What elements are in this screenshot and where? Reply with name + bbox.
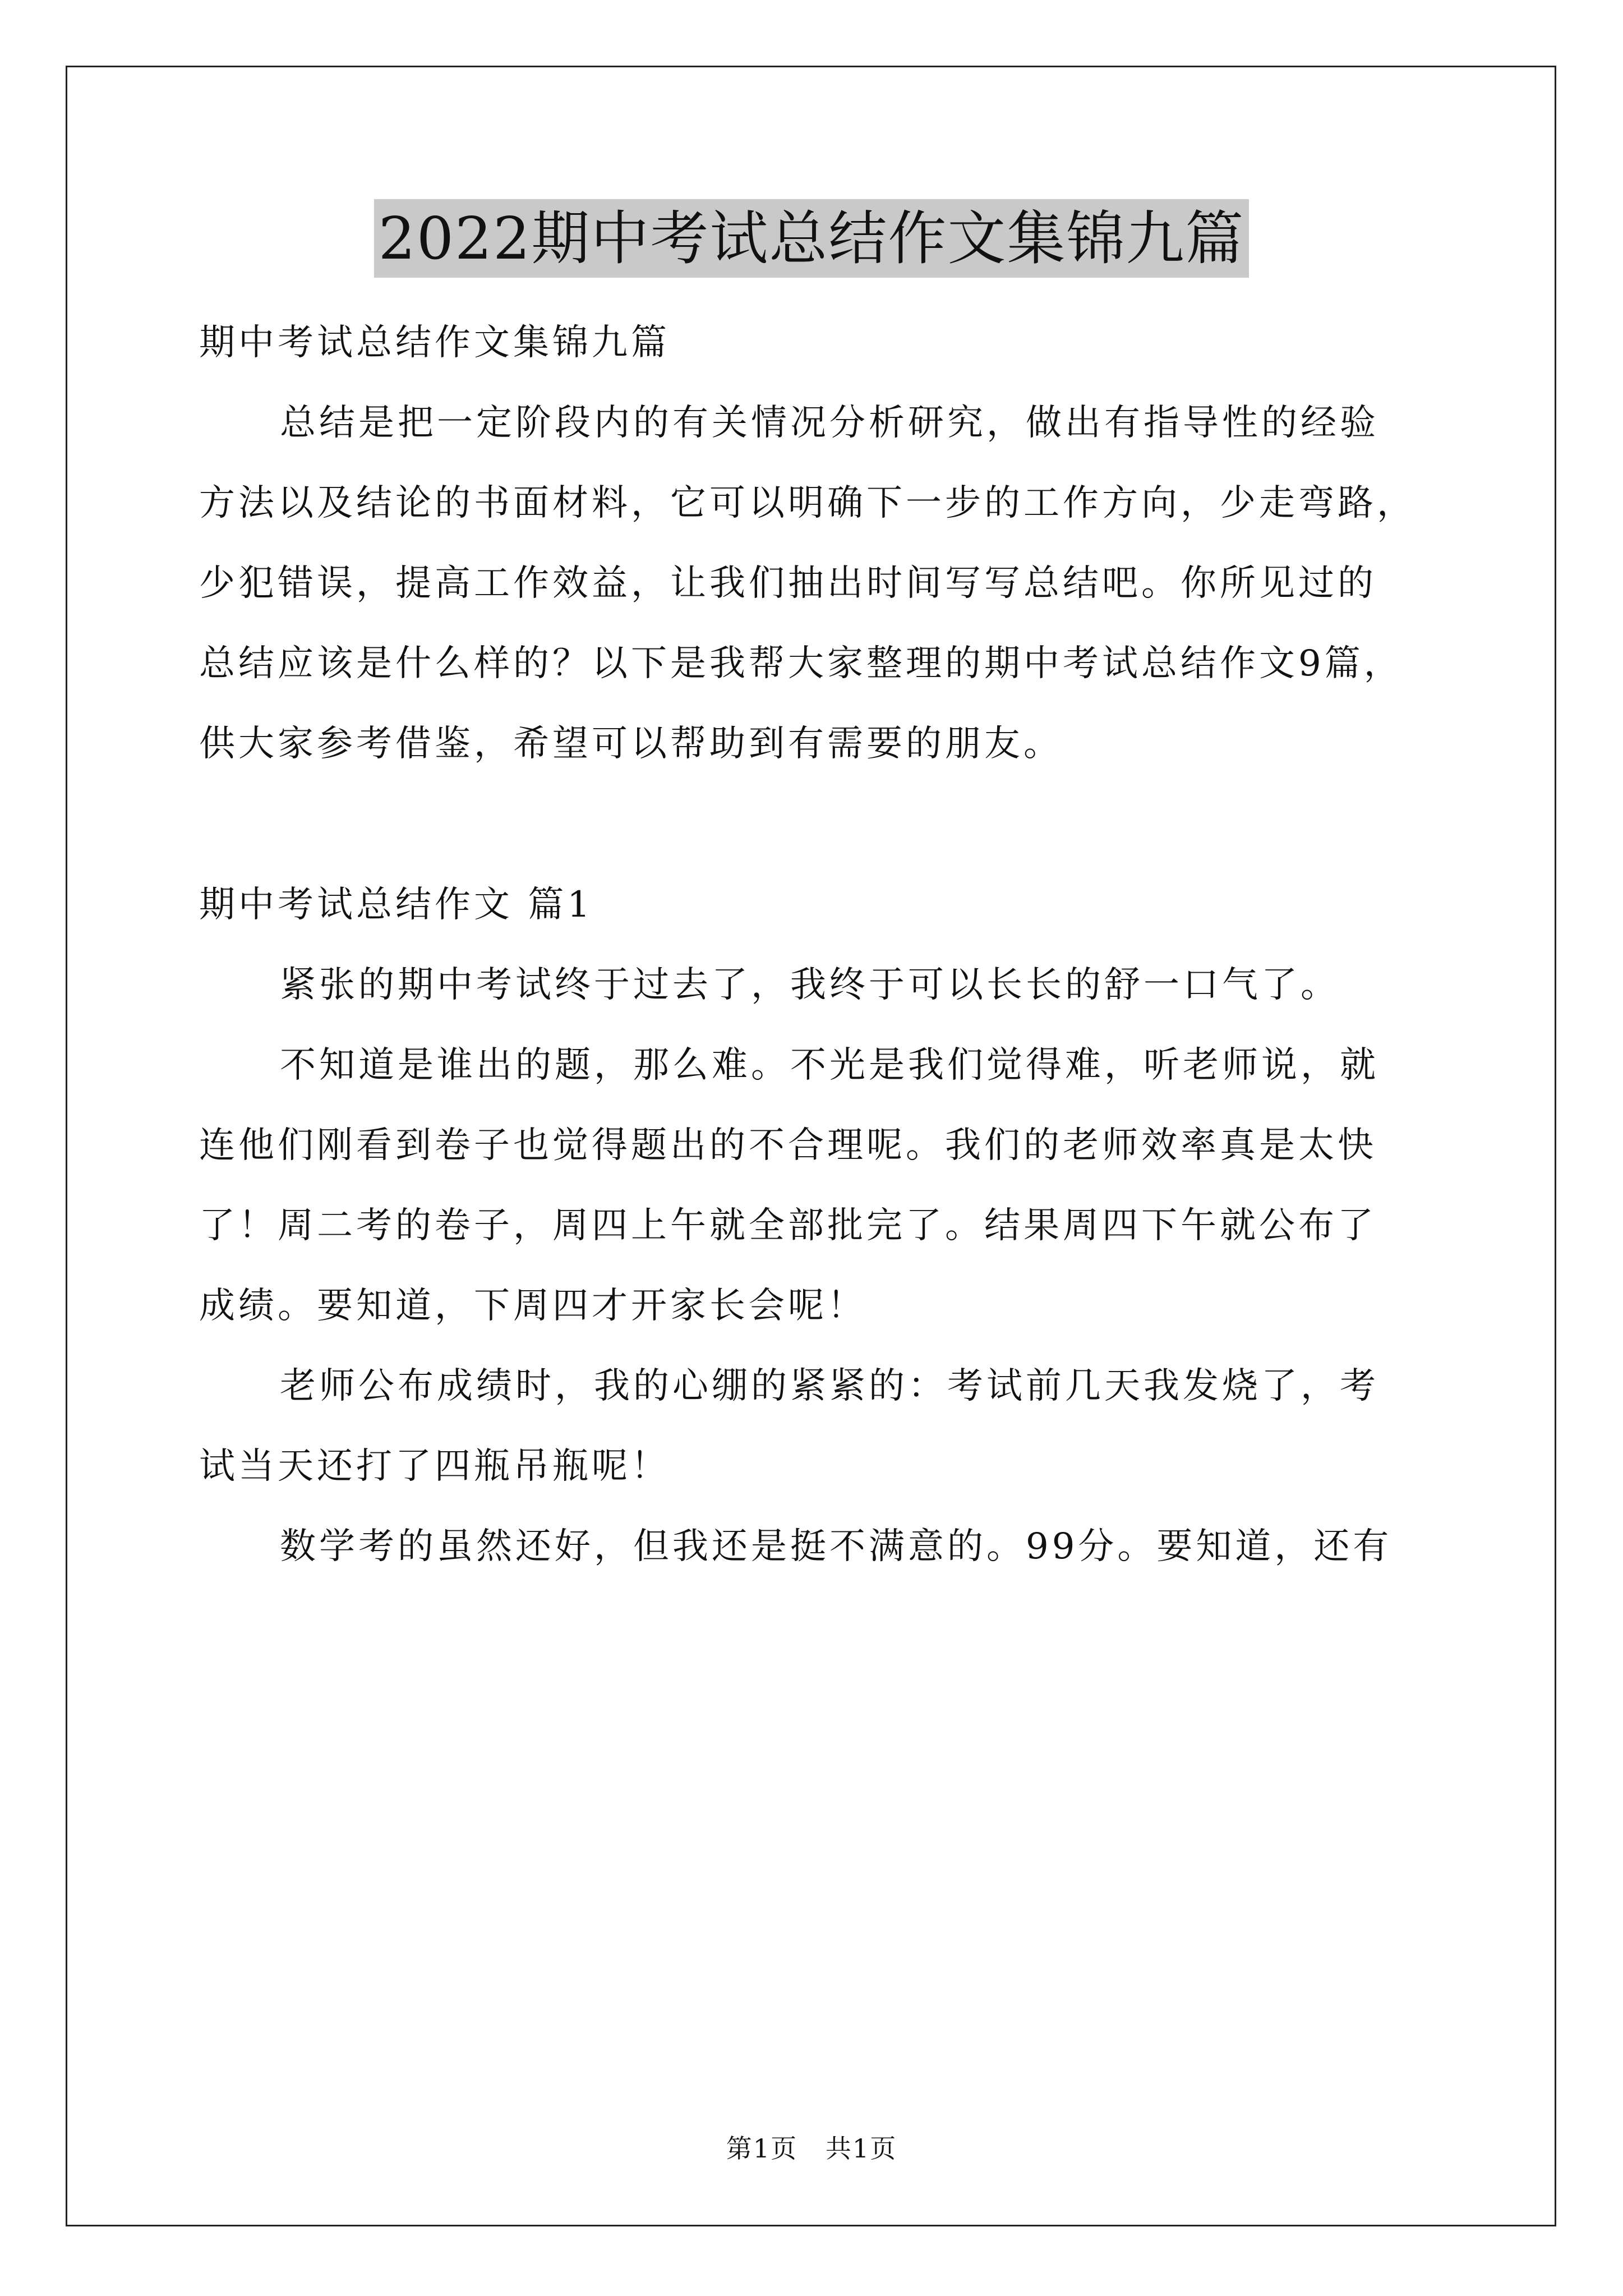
document-body xyxy=(199,303,1433,1587)
paragraph-2 xyxy=(199,1025,1433,1346)
page-footer: 第1页 共1页 xyxy=(726,2133,897,2164)
intro-line: 总结应该是什么样的？以下是我帮大家整理的期中考试总结作文9篇， xyxy=(199,643,1403,684)
intro-line: 方法以及结论的书面材料，它可以明确下一步的工作方向，少走弯路， xyxy=(199,482,1416,524)
paragraph-line: 试当天还打了四瓶吊瓶呢！ xyxy=(199,1446,670,1487)
paragraph-line: 老师公布成绩时，我的心绷的紧紧的：考试前几天我发烧了，考 xyxy=(280,1365,1379,1407)
title-container xyxy=(0,199,1623,278)
document-subtitle: 期中考试总结作文集锦九篇 xyxy=(199,322,670,364)
section-heading: 期中考试总结作文 篇1 xyxy=(199,884,594,926)
paragraph-line: 成绩。要知道，下周四才开家长会呢！ xyxy=(199,1285,866,1327)
intro-line: 少犯错误，提高工作效益，让我们抽出时间写写总结吧。你所见过的 xyxy=(199,563,1377,604)
paragraph-line: 数学考的虽然还好，但我还是挺不满意的。99分。要知道，还有 xyxy=(280,1526,1393,1567)
paragraph-line: 了！周二考的卷子，周四上午就全部批完了。结果周四下午就公布了 xyxy=(199,1205,1377,1246)
document-title: 2022期中考试总结作文集锦九篇 xyxy=(374,199,1249,278)
intro-line: 供大家参考借鉴，希望可以帮助到有需要的朋友。 xyxy=(199,723,1063,765)
paragraph-1: 紧张的期中考试终于过去了，我终于可以长长的舒一口气了。 xyxy=(280,964,1340,1006)
intro-line: 总结是把一定阶段内的有关情况分析研究，做出有指导性的经验 xyxy=(280,402,1379,444)
intro-paragraph xyxy=(199,383,1433,784)
paragraph-3 xyxy=(199,1346,1433,1507)
paragraph-line: 不知道是谁出的题，那么难。不光是我们觉得难，听老师说，就 xyxy=(280,1045,1379,1086)
paragraph-line: 连他们刚看到卷子也觉得题出的不合理呢。我们的老师效率真是太快 xyxy=(199,1125,1377,1166)
paragraph-4 xyxy=(199,1507,1433,1587)
